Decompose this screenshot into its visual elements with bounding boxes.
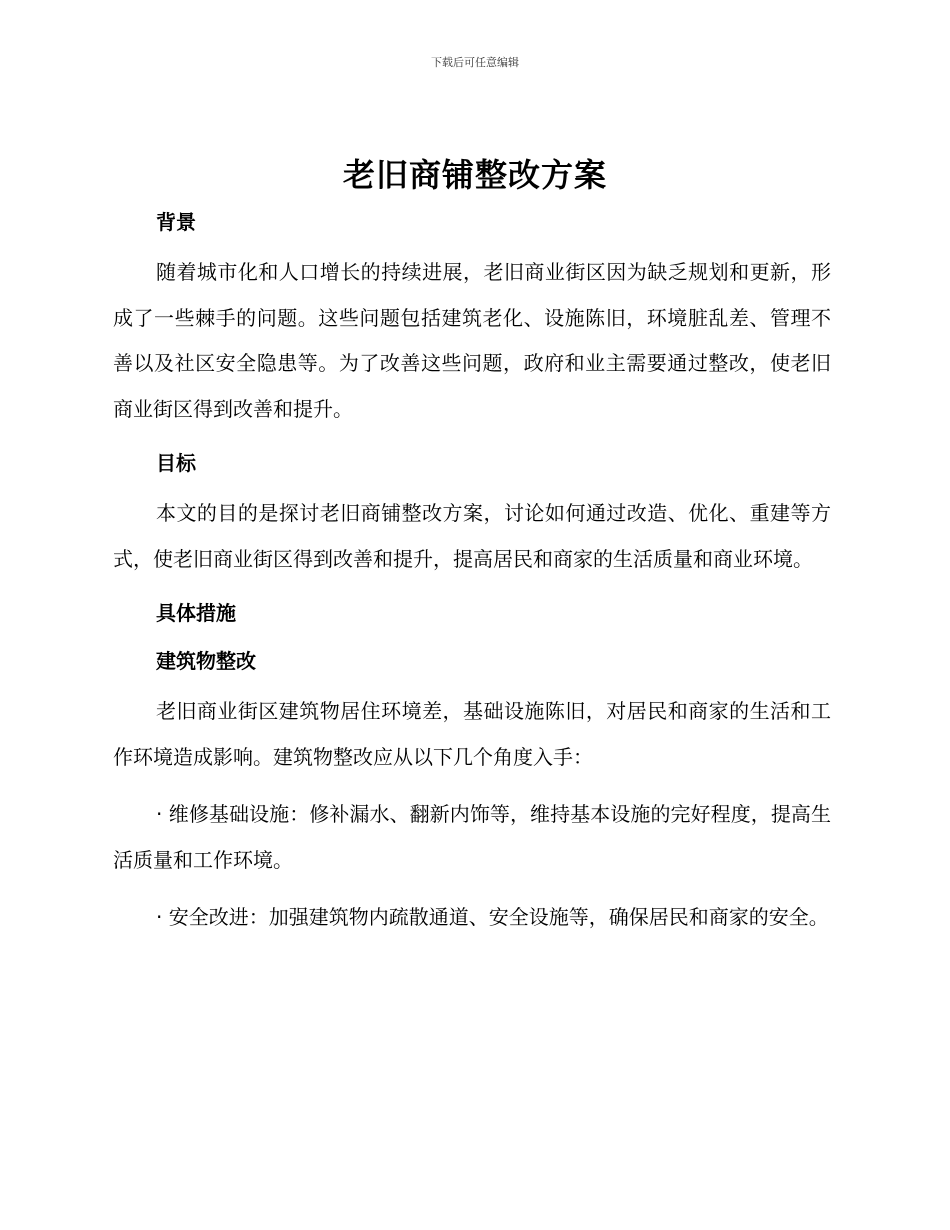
building-paragraph: 老旧商业街区建筑物居住环境差，基础设施陈旧，对居民和商家的生活和工作环境造成影响。建筑物整改应从以下几个角度入手： <box>113 699 831 769</box>
section-heading-building: 建筑物整改 <box>156 649 256 673</box>
section-heading-background: 背景 <box>156 210 196 234</box>
background-paragraph: 随着城市化和人口增长的持续进展，老旧商业街区因为缺乏规划和更新，形成了一些棘手的问题。这些问题包括建筑老化、设施陈旧，环境脏乱差、管理不善以及社区安全隐患等。为了改善这些问题，政府和业主需要通过整改，使老旧商业街区得到改善和提升。 <box>113 260 831 421</box>
bullet-item-infrastructure: · 维修基础设施：修补漏水、翻新内饰等，维持基本设施的完好程度，提高生活质量和工作环境。 <box>113 802 831 872</box>
section-heading-measures: 具体措施 <box>156 601 236 625</box>
goal-paragraph: 本文的目的是探讨老旧商铺整改方案，讨论如何通过改造、优化、重建等方式，使老旧商业街区得到改善和提升，提高居民和商家的生活质量和商业环境。 <box>113 501 831 571</box>
bullet-item-safety: · 安全改进：加强建筑物内疏散通道、安全设施等，确保居民和商家的安全。 <box>156 905 829 929</box>
section-heading-goal: 目标 <box>156 451 196 475</box>
document-body <box>113 205 831 941</box>
document-title: 老旧商铺整改方案 <box>342 156 607 194</box>
page-header-note: 下载后可任意编辑 <box>431 56 519 69</box>
